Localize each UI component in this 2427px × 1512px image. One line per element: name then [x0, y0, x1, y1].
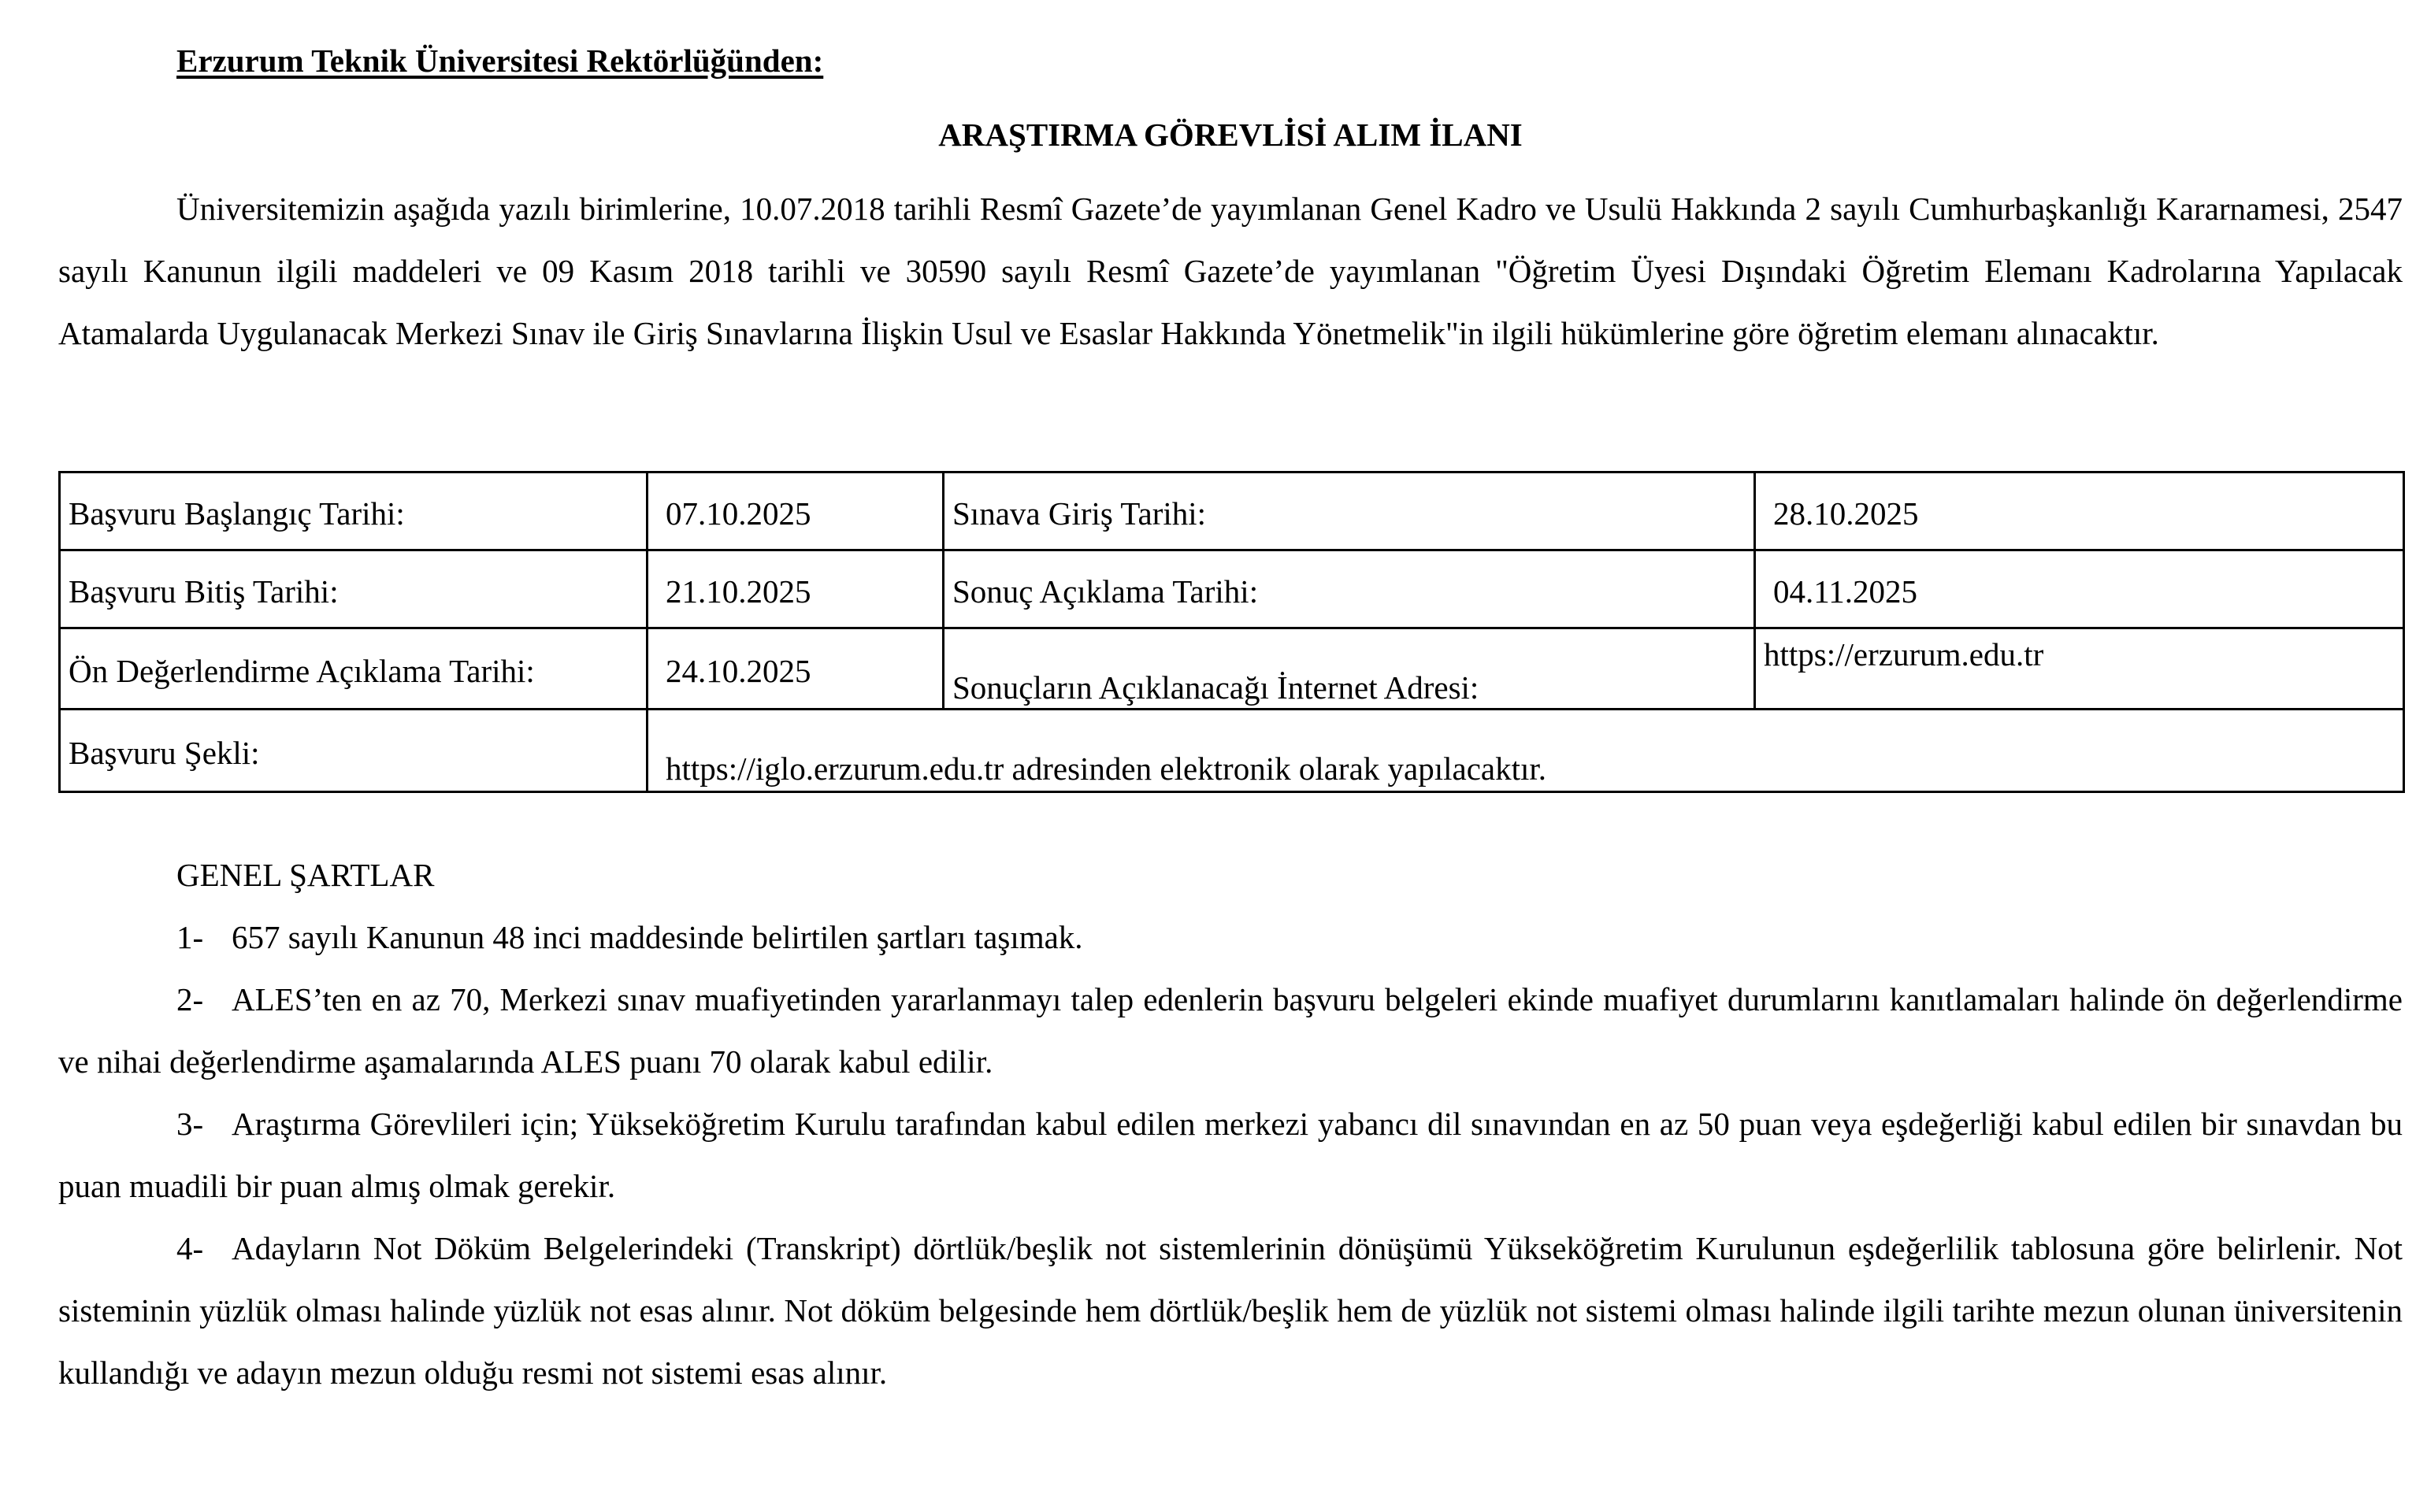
results-url-label: Sonuçların Açıklanacağı İnternet Adresi: — [944, 628, 1755, 710]
application-end-value: 21.10.2025 — [648, 550, 944, 628]
application-method-value: https://iglo.erzurum.edu.tr adresinden elektronik olarak yapılacaktır. — [648, 710, 2404, 792]
table-row — [60, 550, 2404, 628]
condition-item — [58, 1093, 2403, 1217]
pre-evaluation-value: 24.10.2025 — [648, 628, 944, 710]
condition-number: 3- — [176, 1106, 204, 1142]
condition-item — [58, 969, 2403, 1093]
condition-text: Araştırma Görevlileri için; Yükseköğretim Kurulu tarafından kabul edilen merkezi yabancı dil sınavından en az 50 puan veya eşdeğerliği kabul edilen bir sınavdan bu puan muadili bir puan almış olmak gerekir. — [58, 1106, 2403, 1204]
table-row — [60, 628, 2404, 710]
exam-date-value: 28.10.2025 — [1755, 472, 2404, 550]
condition-text: ALES’ten en az 70, Merkezi sınav muafiyetinden yararlanmayı talep edenlerin başvuru belgeleri ekinde muafiyet durumlarını kanıtlamaları halinde ön değerlendirme ve nihai değerlendirme aşamalarında ALES puanı 70 olarak kabul edilir. — [58, 981, 2403, 1080]
application-method-label: Başvuru Şekli: — [60, 710, 648, 792]
result-date-label: Sonuç Açıklama Tarihi: — [944, 550, 1755, 628]
condition-item — [58, 1217, 2403, 1404]
condition-text: 657 sayılı Kanunun 48 inci maddesinde belirtilen şartları taşımak. — [232, 919, 1083, 955]
conditions-heading: GENEL ŞARTLAR — [176, 857, 435, 893]
condition-number: 4- — [176, 1230, 204, 1266]
condition-text: Adayların Not Döküm Belgelerindeki (Transkript) dörtlük/beşlik not sistemlerinin dönüşümü Yükseköğretim Kurulunun eşdeğerlilik tablosuna göre belirlenir. Not sisteminin yüzlük olması halinde yüzlük not esas alınır. Not döküm belgesinde hem dörtlük/beşlik hem de yüzlük not sistemi olması halinde ilgili tarihte mezun olunan üniversitenin kullandığı ve adayın mezun olduğu resmi not sistemi esas alınır. — [58, 1230, 2403, 1391]
result-date-value: 04.11.2025 — [1755, 550, 2404, 628]
announcement-title: ARAŞTIRMA GÖREVLİSİ ALIM İLANI — [938, 117, 1523, 153]
condition-item — [58, 906, 2403, 969]
pre-evaluation-label: Ön Değerlendirme Açıklama Tarihi: — [60, 628, 648, 710]
condition-number: 2- — [176, 981, 204, 1017]
application-start-label: Başvuru Başlangıç Tarihi: — [60, 472, 648, 550]
condition-number: 1- — [176, 919, 204, 955]
organization-heading: Erzurum Teknik Üniversitesi Rektörlüğünden: — [176, 43, 824, 79]
results-url-value[interactable]: https://erzurum.edu.tr — [1755, 628, 2404, 710]
exam-date-label: Sınava Giriş Tarihi: — [944, 472, 1755, 550]
application-end-label: Başvuru Bitiş Tarihi: — [60, 550, 648, 628]
intro-paragraph: Üniversitemizin aşağıda yazılı birimlerine, 10.07.2018 tarihli Resmî Gazete’de yayımlanan Genel Kadro ve Usulü Hakkında 2 sayılı Cumhurbaşkanlığı Kararnamesi, 2547 sayılı Kanunun ilgili maddeleri ve 09 Kasım 2018 tarihli ve 30590 sayılı Resmî Gazete’de yayımlanan "Öğretim Üyesi Dışındaki Öğretim Elemanı Kadrolarına Yapılacak Atamalarda Uygulanacak Merkezi Sınav ile Giriş Sınavlarına İlişkin Usul ve Esaslar Hakkında Yönetmelik"in ilgili hükümlerine göre öğretim elemanı alınacaktır. — [58, 191, 2403, 351]
table-row — [60, 710, 2404, 792]
announcement-page — [58, 0, 2403, 1512]
table-row — [60, 472, 2404, 550]
general-conditions — [58, 844, 2403, 1404]
application-start-value: 07.10.2025 — [648, 472, 944, 550]
dates-table — [58, 471, 2405, 793]
